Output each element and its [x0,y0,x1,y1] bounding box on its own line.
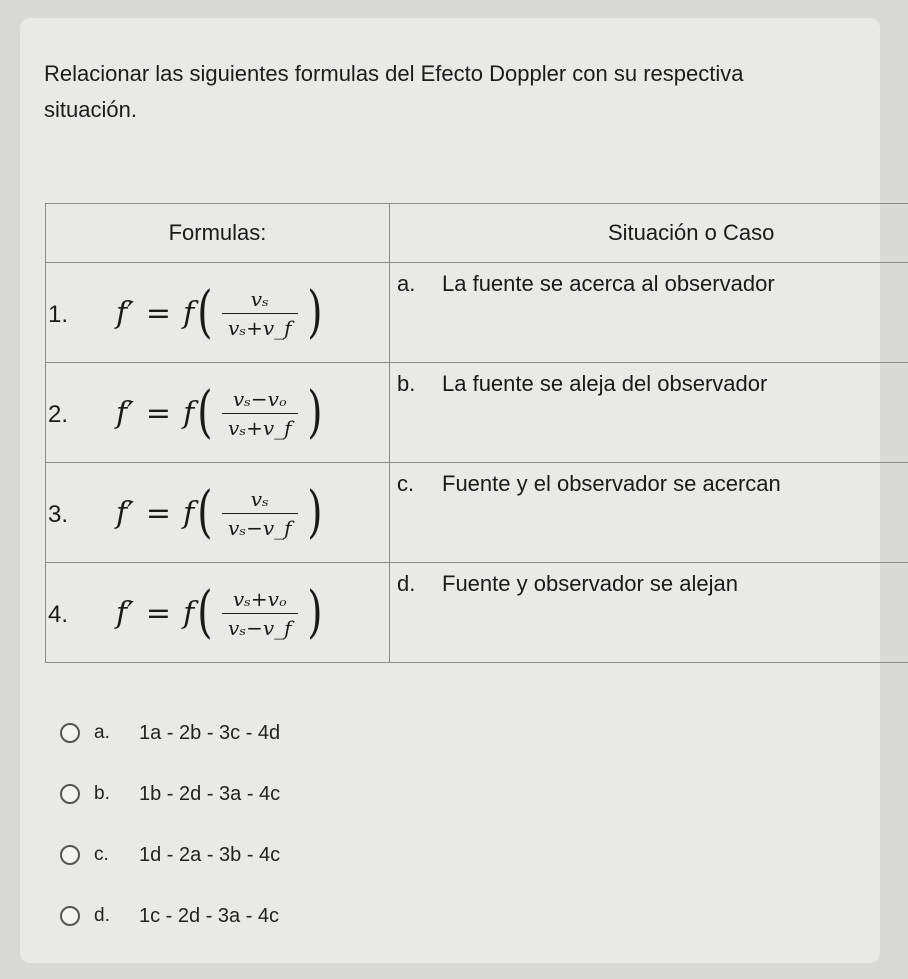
formula-lhs: f′ [116,395,134,431]
option-text: 1c - 2d - 3a - 4c [139,904,280,927]
right-paren: ) [306,580,323,645]
formula-number: 2. [48,401,69,428]
formula-f: f [183,495,195,531]
fraction-numerator: vₛ [250,286,269,311]
equals-sign: = [145,295,172,331]
right-paren: ) [306,480,323,545]
formula-cell [46,363,390,463]
formula-number: 4. [48,601,69,628]
answer-option-d[interactable] [60,896,280,936]
answer-option-c[interactable] [60,835,280,875]
situation-text: La fuente se aleja del observador [442,371,768,396]
formula [116,573,325,653]
fraction [222,387,298,440]
left-paren: ( [197,580,213,645]
situation-letter: d. [397,571,416,596]
radio-button[interactable] [60,906,80,926]
formula-number: 1. [48,301,69,328]
formula-cell [46,263,390,363]
fraction-denominator: vₛ+v_f [222,313,298,340]
situation-cell [390,263,908,363]
formula-number: 3. [48,501,69,528]
option-letter: d. [94,905,110,926]
answer-option-a[interactable] [60,713,280,753]
fraction-numerator: vₛ [250,486,269,511]
fraction-denominator: vₛ+v_f [222,413,298,440]
fraction-numerator: vₛ−vₒ [232,386,287,411]
formula-f: f [183,295,195,331]
situation-cell [390,463,908,563]
radio-button[interactable] [60,845,80,865]
table-row [46,463,908,563]
formula-lhs: f′ [116,595,134,631]
left-paren: ( [197,380,213,445]
situation-text: La fuente se acerca al observador [442,271,775,296]
question-text: Relacionar las siguientes formulas del Efecto Doppler con su respectiva situación. [44,61,744,122]
situation-cell [390,363,908,463]
situation-text: Fuente y el observador se acercan [442,471,781,496]
situation-text: Fuente y observador se alejan [442,571,738,596]
radio-button[interactable] [60,723,80,743]
fraction [222,587,298,640]
table-row [46,563,908,663]
table-row [46,363,908,463]
situation-letter: c. [397,471,415,496]
fraction [222,287,298,340]
option-letter: b. [94,783,110,804]
option-letter: a. [94,722,110,743]
header-formulas: Formulas: [46,204,390,263]
right-paren: ) [306,280,323,345]
fraction [222,487,298,540]
formula-cell [46,563,390,663]
table-row [46,263,908,363]
formula [116,273,325,353]
left-paren: ( [197,480,213,545]
formula-f: f [183,595,195,631]
answer-options [60,713,280,957]
fraction-denominator: vₛ−v_f [222,513,298,540]
equals-sign: = [145,595,172,631]
formula-f: f [183,395,195,431]
option-text: 1d - 2a - 3b - 4c [139,843,281,866]
situation-letter: a. [397,271,416,296]
radio-button[interactable] [60,784,80,804]
formula-lhs: f′ [116,495,134,531]
formulas-table [45,203,908,663]
header-situacion: Situación o Caso [390,204,908,263]
table-header-row [46,204,908,263]
formula [116,473,325,553]
formula [116,373,325,453]
option-letter: c. [94,844,109,865]
fraction-denominator: vₛ−v_f [222,613,298,640]
equals-sign: = [145,495,172,531]
answer-option-b[interactable] [60,774,280,814]
situation-cell [390,563,908,663]
formula-cell [46,463,390,563]
option-text: 1b - 2d - 3a - 4c [139,782,281,805]
fraction-numerator: vₛ+vₒ [232,586,287,611]
right-paren: ) [306,380,323,445]
formula-lhs: f′ [116,295,134,331]
option-text: 1a - 2b - 3c - 4d [139,721,281,744]
left-paren: ( [197,280,213,345]
equals-sign: = [145,395,172,431]
situation-letter: b. [397,371,416,396]
